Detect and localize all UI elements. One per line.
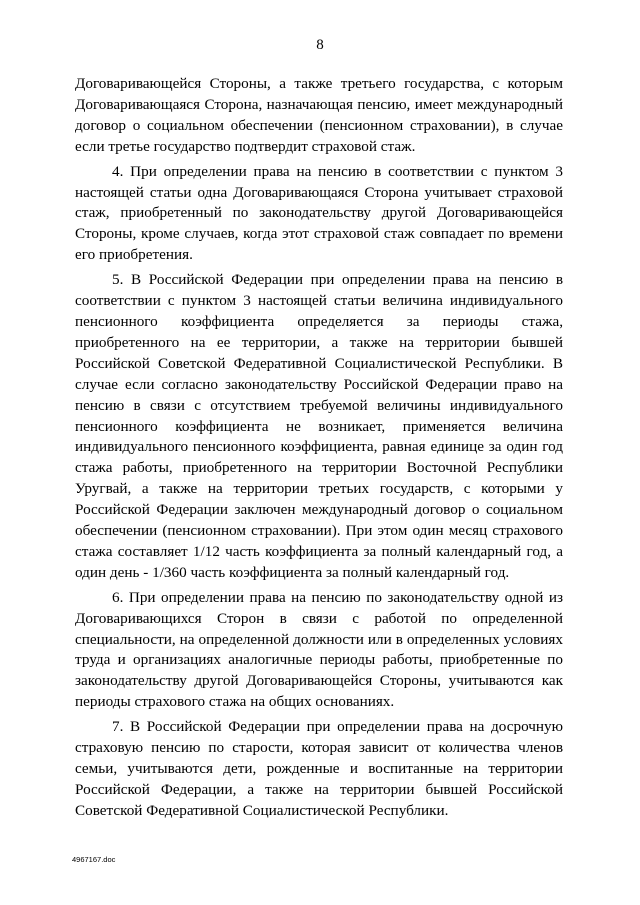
paragraph-item-4: 4. При определении права на пенсию в соответствии с пунктом 3 настоящей статьи одна Договаривающаяся Сторона учитывает страховой стаж, приобретенный по законодательству другой Договаривающейся Стороны, кроме случаев, когда этот страховой стаж совпадает по времени его приобретения. [75, 162, 563, 264]
paragraph-item-5: 5. В Российской Федерации при определении права на пенсию в соответствии с пунктом 3 настоящей статьи величина индивидуального пенсионного коэффициента определяется за периоды стажа, приобретенного на ее территории, а также на территории бывшей Российской Советской Федеративной Социалистической Республики. В случае если согласно законодательству Российской Федерации право на пенсию в связи с отсутствием требуемой величины индивидуального пенсионного коэффициента не возникает, применяется величина индивидуального пенсионного коэффициента, равная единице за один год стажа работы, приобретенного на территории Восточной Республики Уругвай, а также на территории третьих государств, с которыми у Российской Федерации заключен международный договор о социальном обеспечении (пенсионном страховании). При этом один месяц страхового стажа составляет 1/12 часть коэффициента за полный календарный год, а один день - 1/360 часть коэффициента за полный календарный год. [75, 271, 563, 581]
page-number: 8 [316, 37, 324, 53]
document-body [75, 74, 563, 826]
footer-filename: 4967167.doc [72, 855, 116, 864]
paragraph-item-6: 6. При определении права на пенсию по законодательству одной из Договаривающихся Сторон в связи с работой по определенной специальности, на определенной должности или в определенных условиях труда и организациях аналогичные периоды работы, приобретенные по законодательству другой Договаривающейся Стороны, учитываются как периоды страхового стажа на общих основаниях. [75, 588, 563, 711]
paragraph-item-7: 7. В Российской Федерации при определении права на досрочную страховую пенсию по старости, которая зависит от количества членов семьи, учитываются дети, рожденные и воспитанные на территории Российской Федерации, а также на территории бывшей Российской Советской Федеративной Социалистической Республики. [75, 718, 563, 819]
paragraph-continuation: Договаривающейся Стороны, а также третьего государства, с которым Договаривающаяся Сторона, назначающая пенсию, имеет международный договор о социальном обеспечении (пенсионном страховании), в случае если третье государство подтвердит страховой стаж. [75, 75, 563, 155]
